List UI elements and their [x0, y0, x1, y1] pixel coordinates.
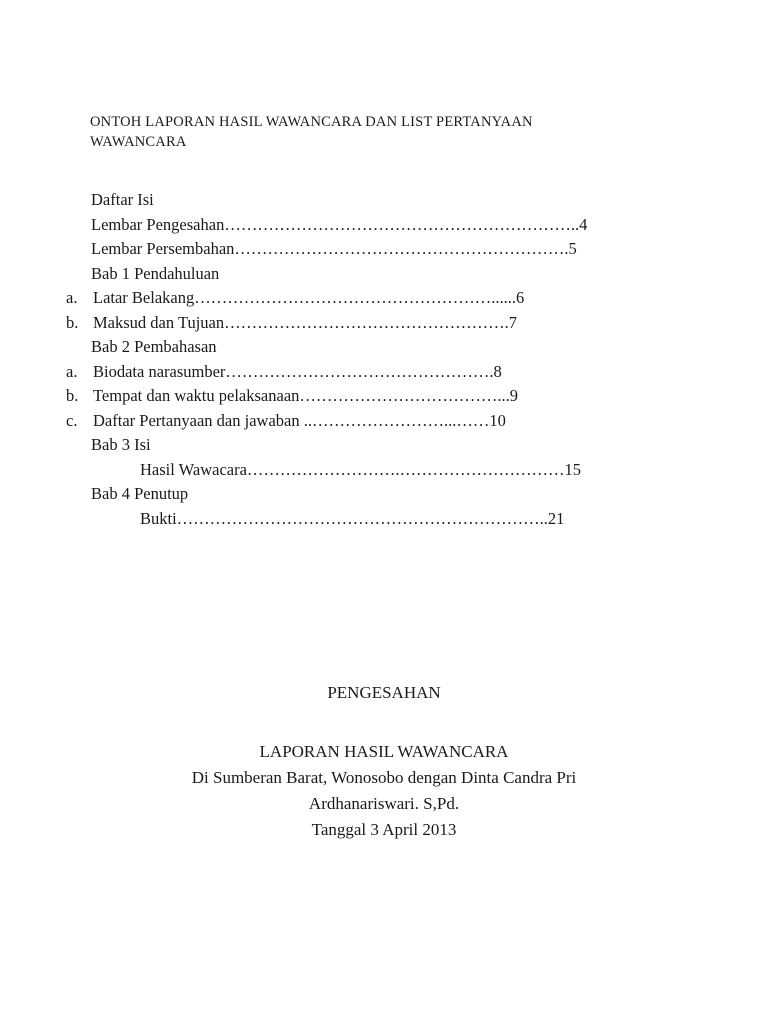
list-marker: c.: [66, 410, 78, 430]
toc-chapter-bab-1: [0, 262, 768, 287]
list-marker: b.: [66, 386, 79, 405]
toc-chapter-bab-3: [0, 433, 768, 458]
toc-entry-text: Bukti…………………………………………………………..21: [140, 508, 565, 528]
toc-entry-bukti: [0, 507, 768, 532]
list-marker: b.: [66, 312, 79, 332]
toc-entry-text: Maksud dan Tujuan…………………………………………….7: [93, 312, 517, 332]
toc-entry-latar-belakang: [0, 286, 768, 311]
toc-entry-lembar-pengesahan: [0, 213, 768, 238]
document-title-line-2: WAWANCARA: [90, 134, 187, 150]
toc-entry-text: Lembar Persembahan…………………………………………………….5: [91, 239, 577, 258]
toc-entry-biodata-narasumber: [0, 360, 768, 385]
toc-entry-maksud-dan-tujuan: [0, 311, 768, 336]
toc-entry-tempat-dan-waktu: [0, 384, 768, 409]
list-marker: a.: [66, 288, 78, 307]
toc-entry-text: Daftar Pertanyaan dan jawaban ..……………………...……10: [93, 410, 506, 430]
document-title: [90, 112, 650, 152]
report-date: Tanggal 3 April 2013: [311, 820, 457, 839]
toc-entry-text: Bab 1 Pendahuluan: [91, 263, 220, 283]
toc-entry-text: Bab 3 Isi: [91, 435, 151, 454]
table-of-contents: [0, 188, 768, 531]
toc-heading: Daftar Isi: [91, 190, 154, 209]
report-title: LAPORAN HASIL WAWANCARA: [259, 742, 509, 761]
list-marker: a.: [66, 361, 78, 381]
toc-entry-text: Bab 4 Penutup: [91, 484, 189, 503]
toc-entry-text: Hasil Wawacara……………………….…………………………15: [140, 459, 582, 479]
document-title-line-1: ONTOH LAPORAN HASIL WAWANCARA DAN LIST PERTANYAAN: [90, 114, 533, 130]
toc-entry-lembar-persembahan: [0, 237, 768, 262]
report-location-line: Di Sumberan Barat, Wonosobo dengan Dinta Candra Pri: [191, 768, 577, 787]
report-person-line: Ardhanariswari. S,Pd.: [308, 794, 460, 813]
toc-entry-daftar-pertanyaan: [0, 409, 768, 434]
approval-heading: PENGESAHAN: [327, 683, 441, 702]
approval-section: [0, 680, 768, 843]
toc-entry-text: Lembar Pengesahan………………………………………………………..4: [91, 214, 588, 234]
toc-chapter-bab-4: [0, 482, 768, 507]
toc-entry-text: Tempat dan waktu pelaksanaan………………………………...9: [93, 386, 519, 405]
toc-entry-text: Bab 2 Pembahasan: [91, 337, 217, 356]
toc-chapter-bab-2: [0, 335, 768, 360]
toc-entry-hasil-wawacara: [0, 458, 768, 483]
toc-entry-text: Biodata narasumber………………………………………….8: [93, 361, 502, 381]
toc-entry-text: Latar Belakang………………………………………………......6: [93, 288, 525, 307]
